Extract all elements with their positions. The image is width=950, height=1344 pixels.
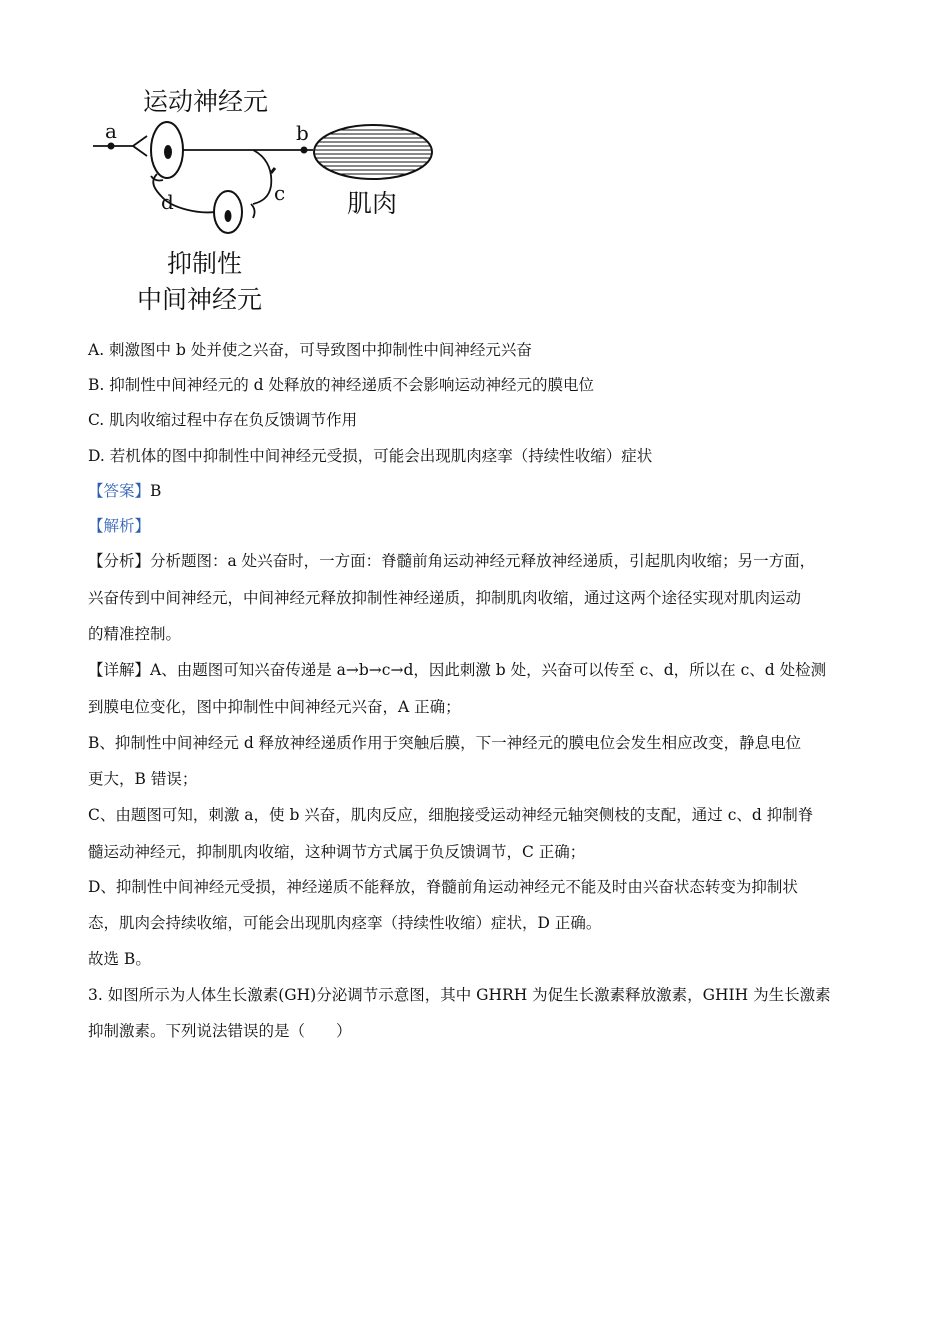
detail-b-line-2: 更大，B 错误；	[88, 770, 198, 788]
option-b: B. 抑制性中间神经元的 d 处释放的神经递质不会影响运动神经元的膜电位	[88, 376, 595, 394]
point-b-label: b	[296, 121, 309, 145]
detail-a-line-1	[88, 660, 878, 680]
fenxi-line-2: 兴奋传到中间神经元，中间神经元释放抑制性神经递质，抑制肌肉收缩，通过这两个途径实现对肌肉运动	[88, 589, 802, 607]
fenxi-text-1: 分析题图：a 处兴奋时，一方面：脊髓前角运动神经元释放神经递质，引起肌肉收缩；另一方面，	[150, 552, 816, 570]
detail-c-line-1: C、由题图可知，刺激 a，使 b 兴奋，肌肉反应，细胞接受运动神经元轴突侧枝的支配，通过 c、d 抑制脊	[88, 806, 814, 824]
analysis-tag: 【解析】	[88, 517, 151, 535]
motor-neuron-label: 运动神经元	[143, 87, 269, 116]
detail-a-line-2: 到膜电位变化，图中抑制性中间神经元兴奋，A 正确；	[88, 698, 461, 716]
point-b-dot	[301, 147, 308, 154]
detail-b-line-1: B、抑制性中间神经元 d 释放神经递质作用于突触后膜，下一神经元的膜电位会发生相应改变，静息电位	[88, 734, 802, 752]
detail-tag: 【详解】	[88, 661, 151, 679]
detail-conclusion: 故选 B。	[88, 950, 151, 968]
neuron-reflex-diagram	[85, 82, 445, 322]
option-a: A. 刺激图中 b 处并使之兴奋，可导致图中抑制性中间神经元兴奋	[88, 341, 532, 359]
option-c: C. 肌肉收缩过程中存在负反馈调节作用	[88, 411, 358, 429]
question-3-line-1: 3. 如图所示为人体生长激素(GH)分泌调节示意图，其中 GHRH 为促生长激素释放激素，GHIH 为生长激素	[88, 986, 831, 1004]
inhibitory-interneuron-label-2: 中间神经元	[137, 285, 263, 314]
answer-value: B	[150, 482, 162, 500]
inhibitory-interneuron-label-1: 抑制性	[167, 249, 243, 278]
point-d-label: d	[161, 190, 174, 214]
inhibitory-interneuron-nucleus	[225, 210, 232, 222]
detail-a-text-1: A、由题图可知兴奋传递是 a→b→c→d，因此刺激 b 处，兴奋可以传至 c、d，所以在 c、d 处检测	[150, 661, 827, 679]
point-a-dot	[108, 143, 115, 150]
detail-d-line-1: D、抑制性中间神经元受损，神经递质不能释放，脊髓前角运动神经元不能及时由兴奋状态转变为抑制状	[88, 878, 798, 896]
muscle-label: 肌肉	[347, 189, 398, 218]
fenxi-line-3: 的精准控制。	[88, 625, 182, 643]
point-a-label: a	[105, 119, 117, 143]
answer-line	[88, 481, 878, 501]
point-c-label: c	[274, 181, 286, 205]
muscle-shape	[310, 125, 435, 179]
answer-tag: 【答案】	[88, 482, 151, 500]
fenxi-tag: 【分析】	[88, 552, 151, 570]
option-d: D. 若机体的图中抑制性中间神经元受损，可能会出现肌肉痉挛（持续性收缩）症状	[88, 447, 653, 465]
motor-neuron-nucleus	[164, 145, 172, 159]
analysis-heading	[88, 516, 878, 536]
detail-d-line-2: 态，肌肉会持续收缩，可能会出现肌肉痉挛（持续性收缩）症状，D 正确。	[88, 914, 602, 932]
question-3-line-2: 抑制激素。下列说法错误的是（ ）	[88, 1022, 352, 1040]
fenxi-line-1	[88, 551, 878, 571]
detail-c-line-2: 髓运动神经元，抑制肌肉收缩，这种调节方式属于负反馈调节，C 正确；	[88, 843, 586, 861]
